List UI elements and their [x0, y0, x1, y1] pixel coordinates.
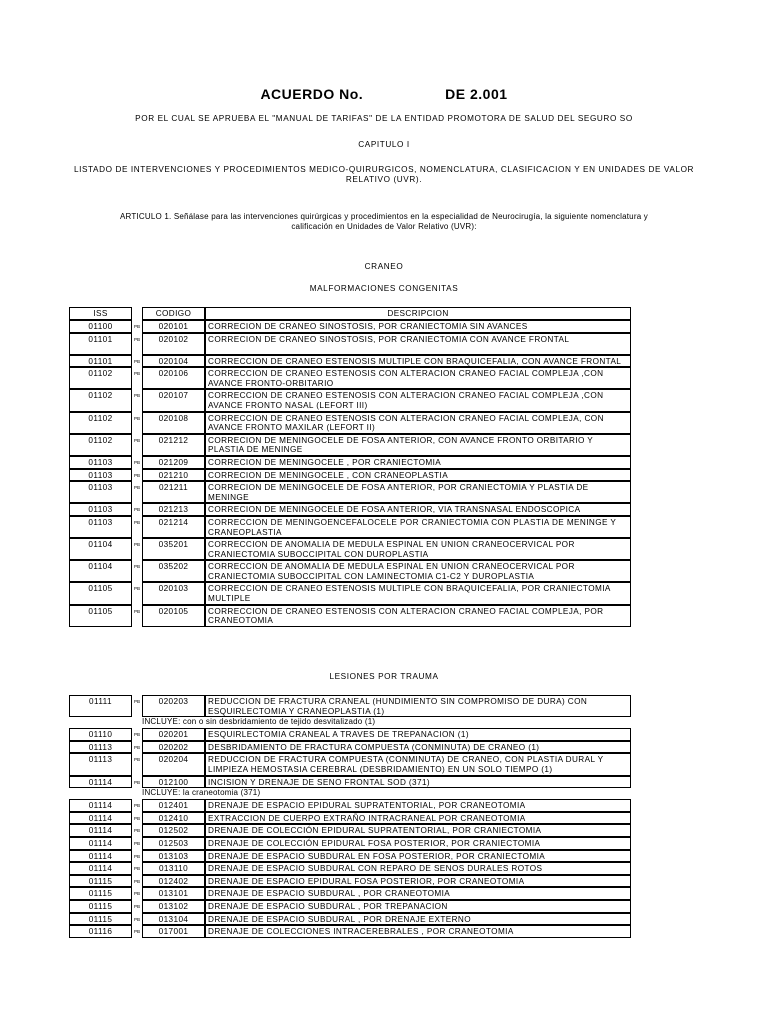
- iss-cell: 01114: [69, 812, 132, 825]
- descripcion-cell: CORRECCION DE CRANEO ESTENOSIS CON ALTERACION CRANEO FACIAL COMPLEJA, CON AVANCE FRONTO MAXILAR (LEFORT II): [205, 412, 631, 434]
- codigo-cell: 020101: [142, 320, 205, 333]
- codigo-cell: 020103: [142, 582, 205, 604]
- descripcion-cell: CORRECION DE MENINGOCELE DE FOSA ANTERIOR, POR CRANIECTOMIA Y PLASTIA DE MENINGE: [205, 481, 631, 503]
- descripcion-cell: ESQUIRLECTOMIA CRANEAL A TRAVES DE TREPANACION (1): [205, 728, 631, 741]
- procedures-table-trauma: [69, 695, 631, 938]
- table-row: [69, 481, 631, 503]
- table-row: [69, 367, 631, 389]
- iss-cell: 01102: [69, 367, 132, 389]
- table-row: [69, 850, 631, 863]
- table-row: [69, 862, 631, 875]
- descripcion-cell: EXTRACCION DE CUERPO EXTRAÑO INTRACRANEAL POR CRANEOTOMIA: [205, 812, 631, 825]
- iss-cell: 01102: [69, 434, 132, 456]
- pb-marker: PB: [134, 840, 141, 846]
- table-row: [69, 913, 631, 926]
- codigo-cell: 021214: [142, 516, 205, 538]
- descripcion-cell: DRENAJE DE ESPACIO SUBDURAL CON REPARO DE SENOS DURALES ROTOS: [205, 862, 631, 875]
- descripcion-cell: REDUCCION DE FRACTURA COMPUESTA (CONMINUTA) DE CRANEO, CON PLASTIA DURAL Y LIMPIEZA HEMOSTASIA CEREBRAL (DESBRIDAMIENTO) EN UN SOLO TIEMPO (1): [205, 753, 631, 775]
- codigo-cell: 020202: [142, 741, 205, 754]
- descripcion-cell: DRENAJE DE COLECCIÓN EPIDURAL FOSA POSTERIOR, POR CRANIECTOMIA: [205, 837, 631, 850]
- codigo-cell: 013110: [142, 862, 205, 875]
- iss-cell: 01113: [69, 753, 132, 775]
- iss-cell: 01114: [69, 862, 132, 875]
- codigo-cell: 012502: [142, 824, 205, 837]
- descripcion-cell: CORRECION DE CRANEO SINOSTOSIS, POR CRANIECTOMIA SIN AVANCES: [205, 320, 631, 333]
- codigo-cell: 020104: [142, 355, 205, 368]
- descripcion-cell: CORRECCION DE CRANEO ESTENOSIS MULTIPLE CON BRAQUICEFALIA, POR CRANIECTOMIA MULTIPLE: [205, 582, 631, 604]
- pb-marker: PB: [134, 336, 141, 342]
- iss-cell: 01114: [69, 776, 132, 789]
- table-row: [69, 887, 631, 900]
- pb-marker: PB: [134, 891, 141, 897]
- pb-marker: PB: [134, 324, 141, 329]
- subsection-heading-trauma: LESIONES POR TRAUMA: [329, 672, 439, 681]
- codigo-cell: 012100: [142, 776, 205, 789]
- pb-marker: PB: [134, 459, 141, 465]
- table-row: [69, 695, 631, 717]
- pb-marker: PB: [134, 437, 141, 443]
- pb-marker: PB: [134, 866, 141, 872]
- codigo-cell: 013101: [142, 887, 205, 900]
- iss-cell: 01103: [69, 516, 132, 538]
- table-row: [69, 456, 631, 469]
- pb-marker: PB: [134, 358, 141, 364]
- table-row: [69, 582, 631, 604]
- codigo-cell: 012410: [142, 812, 205, 825]
- table-row: [69, 469, 631, 482]
- chapter-heading: CAPITULO I: [358, 140, 410, 149]
- table-row: [69, 560, 631, 582]
- table-row: [69, 320, 631, 333]
- iss-cell: 01114: [69, 837, 132, 850]
- descripcion-cell: DESBRIDAMIENTO DE FRACTURA COMPUESTA (CONMINUTA) DE CRANEO (1): [205, 741, 631, 754]
- codigo-cell: 020106: [142, 367, 205, 389]
- table-row: [69, 776, 631, 789]
- codigo-cell: 017001: [142, 925, 205, 938]
- codigo-cell: 021211: [142, 481, 205, 503]
- subsection-heading-malformaciones: MALFORMACIONES CONGENITAS: [309, 284, 459, 293]
- codigo-cell: 021213: [142, 503, 205, 516]
- iss-cell: 01105: [69, 605, 132, 627]
- iss-cell: 01114: [69, 850, 132, 863]
- header-descripcion: DESCRIPCION: [205, 307, 631, 320]
- table-row: [69, 516, 631, 538]
- pb-marker: PB: [134, 485, 141, 491]
- descripcion-cell: DRENAJE DE ESPACIO SUBDURAL EN FOSA POSTERIOR, POR CRANIECTOMIA: [205, 850, 631, 863]
- codigo-cell: 012402: [142, 875, 205, 888]
- iss-cell: 01102: [69, 412, 132, 434]
- pb-marker: PB: [134, 608, 141, 614]
- iss-cell: 01116: [69, 925, 132, 938]
- descripcion-cell: CORRECION DE MENINGOCELE DE FOSA ANTERIOR, VIA TRANSNASAL ENDOSCOPICA: [205, 503, 631, 516]
- pb-marker: PB: [134, 757, 141, 763]
- descripcion-cell: DRENAJE DE ESPACIO SUBDURAL , POR TREPANACION: [205, 900, 631, 913]
- table-header-row: [69, 307, 631, 320]
- table-row: [69, 824, 631, 837]
- table-row: [69, 605, 631, 627]
- iss-cell: 01115: [69, 875, 132, 888]
- descripcion-cell: DRENAJE DE ESPACIO EPIDURAL FOSA POSTERIOR, POR CRANEOTOMIA: [205, 875, 631, 888]
- table-row: [69, 875, 631, 888]
- pb-marker: PB: [134, 371, 141, 377]
- iss-cell: 01103: [69, 469, 132, 482]
- pb-marker: PB: [134, 472, 141, 478]
- pb-marker: PB: [134, 779, 141, 785]
- descripcion-cell: CORRECCION DE CRANEO ESTENOSIS CON ALTERACION CRANEO FACIAL COMPLEJA ,CON AVANCE FRONTO NASAL (LEFORT III): [205, 389, 631, 411]
- pb-marker: PB: [134, 929, 141, 935]
- codigo-cell: 035202: [142, 560, 205, 582]
- descripcion-cell: CORRECION DE CRANEO SINOSTOSIS, POR CRANIECTOMIA CON AVANCE FRONTAL: [205, 333, 631, 355]
- pb-marker: PB: [134, 415, 141, 421]
- pb-marker: PB: [134, 542, 141, 548]
- pb-marker: PB: [134, 744, 141, 750]
- codigo-cell: 012401: [142, 799, 205, 812]
- header-codigo: CODIGO: [142, 307, 205, 320]
- document-subtitle: POR EL CUAL SE APRUEBA EL "MANUAL DE TARIFAS" DE LA ENTIDAD PROMOTORA DE SALUD DEL SEGURO SO: [135, 114, 633, 123]
- table-row: [69, 355, 631, 368]
- pb-marker: PB: [134, 916, 141, 922]
- iss-cell: 01114: [69, 824, 132, 837]
- descripcion-cell: CORRECION DE MENINGOCELE DE FOSA ANTERIOR, CON AVANCE FRONTO ORBITARIO Y PLASTIA DE MENINGE: [205, 434, 631, 456]
- pb-marker: PB: [134, 699, 141, 704]
- table-row: [69, 434, 631, 456]
- iss-cell: 01104: [69, 560, 132, 582]
- descripcion-cell: DRENAJE DE COLECCIONES INTRACEREBRALES , POR CRANEOTOMIA: [205, 925, 631, 938]
- incluye-row: [69, 788, 631, 799]
- table-row: [69, 503, 631, 516]
- iss-cell: 01115: [69, 913, 132, 926]
- descripcion-cell: CORRECCION DE CRANEO ESTENOSIS CON ALTERACION CRANEO FACIAL COMPLEJA ,CON AVANCE FRONTO-ORBITARIO: [205, 367, 631, 389]
- descripcion-cell: INCISION Y DRENAJE DE SENO FRONTAL SOD (371): [205, 776, 631, 789]
- incluye-note: INCLUYE: la craneotomia (371): [142, 788, 261, 798]
- document-title: [0, 86, 768, 102]
- iss-cell: 01100: [69, 320, 132, 333]
- descripcion-cell: CORRECION DE MENINGOCELE , POR CRANIECTOMIA: [205, 456, 631, 469]
- iss-cell: 01115: [69, 887, 132, 900]
- descripcion-cell: DRENAJE DE ESPACIO EPIDURAL SUPRATENTORIAL, POR CRANEOTOMIA: [205, 799, 631, 812]
- table-row: [69, 753, 631, 775]
- iss-cell: 01103: [69, 481, 132, 503]
- table-row: [69, 812, 631, 825]
- codigo-cell: 020102: [142, 333, 205, 355]
- descripcion-cell: CORRECCION DE MENINGOENCEFALOCELE POR CRANIECTOMIA CON PLASTIA DE MENINGE Y CRANEOPLASTIA: [205, 516, 631, 538]
- codigo-cell: 012503: [142, 837, 205, 850]
- iss-cell: 01113: [69, 741, 132, 754]
- codigo-cell: 021210: [142, 469, 205, 482]
- table-row: [69, 728, 631, 741]
- codigo-cell: 021209: [142, 456, 205, 469]
- iss-cell: 01101: [69, 333, 132, 355]
- iss-cell: 01115: [69, 900, 132, 913]
- table-row: [69, 538, 631, 560]
- descripcion-cell: DRENAJE DE COLECCIÓN EPIDURAL SUPRATENTORIAL, POR CRANIECTOMIA: [205, 824, 631, 837]
- iss-cell: 01103: [69, 456, 132, 469]
- table-row: [69, 925, 631, 938]
- title-year: DE 2.001: [445, 86, 508, 102]
- codigo-cell: 021212: [142, 434, 205, 456]
- listado-heading: LISTADO DE INTERVENCIONES Y PROCEDIMIENTOS MEDICO-QUIRURGICOS, NOMENCLATURA, CLASIFICACION Y EN UNIDADES DE VALOR RELATIVO (UVR).: [73, 165, 695, 184]
- iss-cell: 01104: [69, 538, 132, 560]
- pb-marker: PB: [134, 815, 141, 821]
- title-acuerdo: ACUERDO No.: [260, 86, 364, 102]
- iss-cell: 01111: [69, 695, 132, 717]
- pb-marker: PB: [134, 564, 141, 570]
- table-row: [69, 389, 631, 411]
- codigo-cell: 020203: [142, 695, 205, 717]
- iss-cell: 01110: [69, 728, 132, 741]
- pb-marker: PB: [134, 393, 141, 399]
- codigo-cell: 020108: [142, 412, 205, 434]
- pb-marker: PB: [134, 803, 141, 809]
- codigo-cell: 013104: [142, 913, 205, 926]
- pb-marker: PB: [134, 519, 141, 525]
- codigo-cell: 035201: [142, 538, 205, 560]
- descripcion-cell: CORRECCION DE CRANEO ESTENOSIS MULTIPLE CON BRAQUICEFALIA, CON AVANCE FRONTAL: [205, 355, 631, 368]
- pb-marker: PB: [134, 903, 141, 909]
- descripcion-cell: CORRECCION DE ANOMALIA DE MEDULA ESPINAL EN UNION CRANEOCERVICAL POR CRANIECTOMIA SUBOCCIPITAL CON DUROPLASTIA: [205, 538, 631, 560]
- section-heading: CRANEO: [364, 262, 404, 271]
- iss-cell: 01114: [69, 799, 132, 812]
- incluye-note: INCLUYE: con o sin desbridamiento de tejido desvitalizado (1): [142, 717, 376, 727]
- procedures-table-malformaciones: [69, 307, 631, 627]
- descripcion-cell: DRENAJE DE ESPACIO SUBDURAL , POR DRENAJE EXTERNO: [205, 913, 631, 926]
- pb-marker: PB: [134, 853, 141, 859]
- codigo-cell: 020107: [142, 389, 205, 411]
- table-row: [69, 741, 631, 754]
- table-row: [69, 837, 631, 850]
- descripcion-cell: CORRECCION DE CRANEO ESTENOSIS CON ALTERACION CRANEO FACIAL COMPLEJA, POR CRANEOTOMIA: [205, 605, 631, 627]
- iss-cell: 01102: [69, 389, 132, 411]
- descripcion-cell: CORRECION DE MENINGOCELE , CON CRANEOPLASTIA: [205, 469, 631, 482]
- table-row: [69, 799, 631, 812]
- descripcion-cell: DRENAJE DE ESPACIO SUBDURAL , POR CRANEOTOMIA: [205, 887, 631, 900]
- iss-cell: 01101: [69, 355, 132, 368]
- pb-marker: PB: [134, 828, 141, 834]
- table-row: [69, 412, 631, 434]
- codigo-cell: 020204: [142, 753, 205, 775]
- codigo-cell: 013103: [142, 850, 205, 863]
- incluye-row: [69, 717, 631, 728]
- iss-cell: 01105: [69, 582, 132, 604]
- pb-marker: PB: [134, 732, 141, 738]
- pb-marker: PB: [134, 586, 141, 592]
- descripcion-cell: CORRECCION DE ANOMALIA DE MEDULA ESPINAL EN UNION CRANEOCERVICAL POR CRANIECTOMIA SUBOCCIPITAL CON LAMINECTOMIA C1-C2 Y DUROPLASTIA: [205, 560, 631, 582]
- codigo-cell: 020105: [142, 605, 205, 627]
- pb-marker: PB: [134, 878, 141, 884]
- iss-cell: 01103: [69, 503, 132, 516]
- codigo-cell: 020201: [142, 728, 205, 741]
- header-iss: ISS: [69, 307, 132, 320]
- articulo-paragraph: ARTICULO 1. Señálase para las intervenciones quirúrgicas y procedimientos en la especialidad de Neurocirugía, la siguiente nomenclatura y calificación en Unidades de Valor Relativo (UVR):: [120, 212, 648, 231]
- table-row: [69, 900, 631, 913]
- codigo-cell: 013102: [142, 900, 205, 913]
- pb-marker: PB: [134, 507, 141, 513]
- descripcion-cell: REDUCCION DE FRACTURA CRANEAL (HUNDIMIENTO SIN COMPROMISO DE DURA) CON ESQUIRLECTOMIA Y CRANEOPLASTIA (1): [205, 695, 631, 717]
- table-row: [69, 333, 631, 355]
